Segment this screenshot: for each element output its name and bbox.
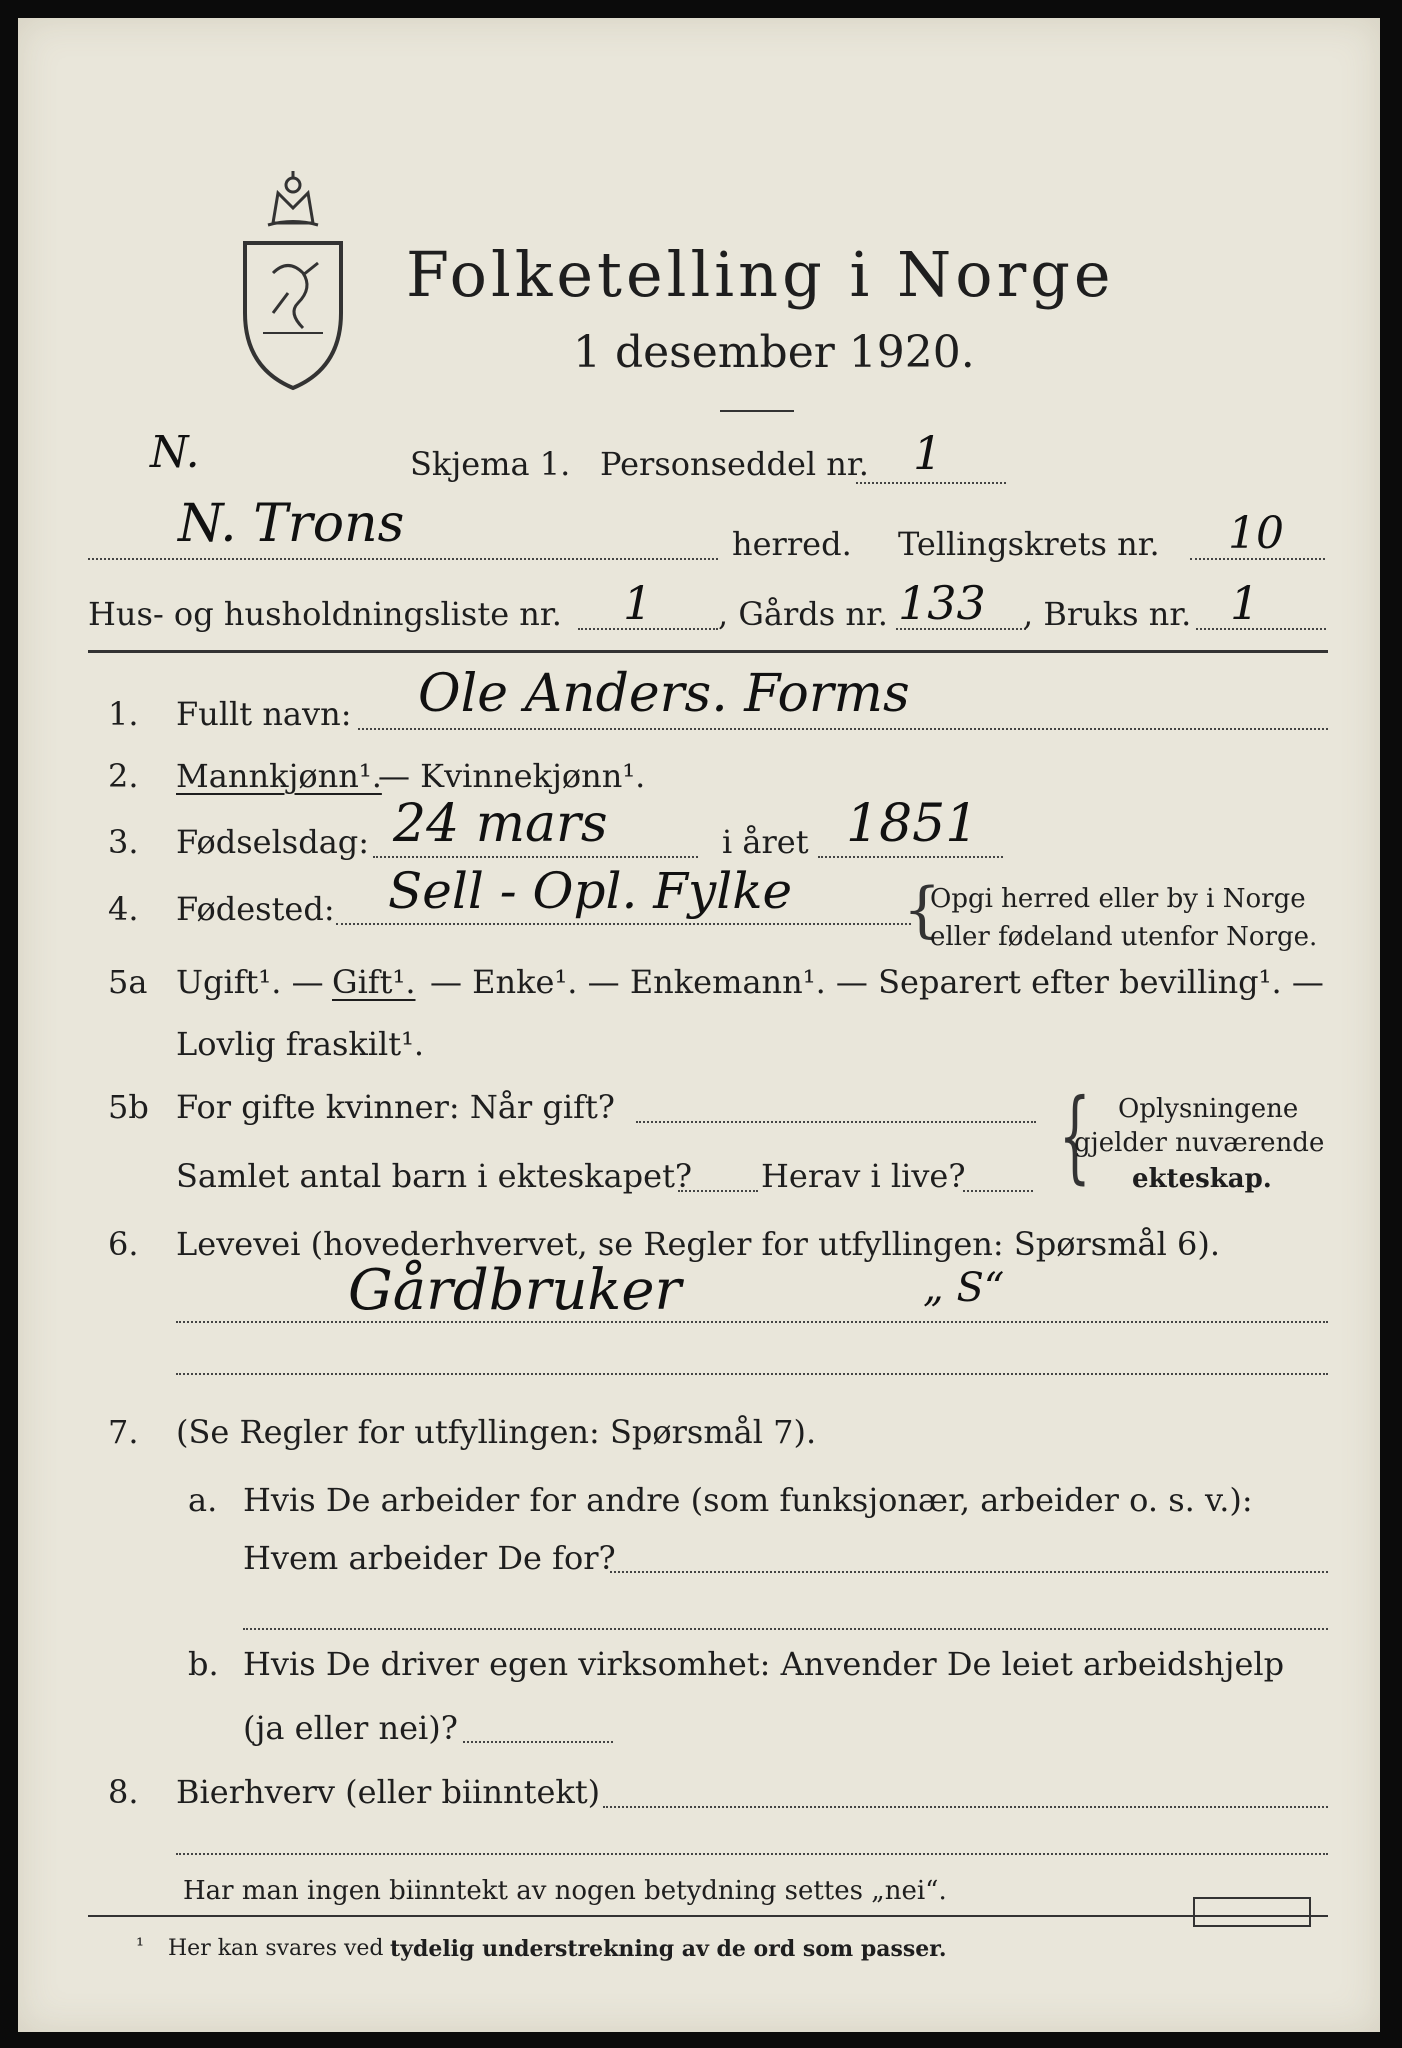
- hus-label: Hus- og husholdningsliste nr.: [88, 595, 562, 633]
- q7b-field-line: [463, 1741, 613, 1743]
- q5b-alive-field-line: [963, 1190, 1033, 1192]
- q8-number: 8.: [108, 1773, 139, 1811]
- tellingskrets-label: Tellingskrets nr.: [898, 525, 1160, 563]
- personseddel-value[interactable]: 1: [913, 426, 943, 480]
- footnote-text-b: tydelig understrekning av de ord som passer.: [390, 1936, 947, 1962]
- q8-field-line-2: [176, 1853, 1328, 1855]
- personseddel-label: Personseddel nr.: [600, 445, 869, 483]
- q5b-married-when-field-line: [636, 1121, 1036, 1123]
- footnote-marker: ¹: [136, 1933, 145, 1957]
- census-form-page: [18, 18, 1380, 2032]
- q4-birthplace-value[interactable]: Sell - Opl. Fylke: [388, 862, 793, 920]
- q3-year-field-line: [818, 856, 1003, 858]
- q4-note-brace: {: [903, 875, 942, 945]
- skjema-label: Skjema 1.: [410, 445, 571, 483]
- q5a-number: 5a: [108, 963, 148, 1001]
- q7a-line2: Hvem arbeider De for?: [243, 1539, 616, 1577]
- q3-year-label: i året: [722, 823, 809, 861]
- q5a-other-options[interactable]: — Enke¹. — Enkemann¹. — Separert efter bevilling¹. —: [430, 963, 1324, 1001]
- gards-value[interactable]: 133: [898, 576, 986, 630]
- q5b-children-field-line: [678, 1190, 758, 1192]
- footnote-text-a: Her kan svares ved: [168, 1936, 384, 1961]
- q4-label: Fødested:: [176, 890, 335, 928]
- q7a-line1: Hvis De arbeider for andre (som funksjonær, arbeider o. s. v.):: [243, 1481, 1253, 1519]
- q7-number: 7.: [108, 1413, 139, 1451]
- q7b-line1: Hvis De driver egen virksomhet: Anvender De leiet arbeidshjelp: [243, 1645, 1285, 1683]
- q6-number: 6.: [108, 1225, 139, 1263]
- q5b-note-line3: ekteskap.: [1132, 1164, 1272, 1194]
- q5a-fraskilt-option[interactable]: Lovlig fraskilt¹.: [176, 1025, 425, 1063]
- bruks-value[interactable]: 1: [1230, 576, 1260, 630]
- q5b-note-brace: {: [1058, 1077, 1091, 1194]
- q2-number: 2.: [108, 757, 139, 795]
- bruks-label: , Bruks nr.: [1023, 595, 1192, 633]
- herred-label: herred.: [732, 525, 852, 563]
- q4-number: 4.: [108, 890, 139, 928]
- q5a-ugift-option[interactable]: Ugift¹. —: [176, 963, 324, 1001]
- q8-label: Bierhverv (eller biinntekt): [176, 1773, 601, 1811]
- q7-label: (Se Regler for utfyllingen: Spørsmål 7).: [176, 1413, 817, 1451]
- q4-field-line: [336, 923, 911, 925]
- hus-value[interactable]: 1: [623, 576, 653, 630]
- q6-label: Levevei (hovederhvervet, se Regler for utfyllingen: Spørsmål 6).: [176, 1225, 1221, 1263]
- q1-full-name-value[interactable]: Ole Anders. Forms: [418, 664, 910, 724]
- q8-field-line-1: [603, 1806, 1328, 1808]
- q5b-married-when-label: For gifte kvinner: Når gift?: [176, 1088, 615, 1126]
- q5b-note-line2: gjelder nuværende: [1074, 1128, 1325, 1158]
- q7a-field-line-2: [243, 1628, 1328, 1630]
- q2-female-option[interactable]: — Kvinnekjønn¹.: [378, 757, 646, 795]
- gards-label: , Gårds nr.: [718, 595, 888, 633]
- q1-label: Fullt navn:: [176, 695, 352, 733]
- printer-stamp-icon: [1193, 1897, 1311, 1927]
- q7a-letter: a.: [188, 1481, 218, 1519]
- q3-birth-date-value[interactable]: 24 mars: [393, 794, 608, 854]
- personseddel-field-line: [856, 482, 1006, 484]
- norway-coat-of-arms-icon: [233, 163, 353, 393]
- q7b-line2: (ja eller nei)?: [243, 1709, 458, 1747]
- form-title: Folketelling i Norge: [406, 238, 1115, 311]
- q4-note-line2: eller fødeland utenfor Norge.: [930, 922, 1318, 952]
- q7b-letter: b.: [188, 1645, 219, 1683]
- q1-field-line: [358, 728, 1328, 730]
- q5b-note-line1: Oplysningene: [1118, 1094, 1299, 1124]
- footer-note: Har man ingen biinntekt av nogen betydning settes „nei“.: [183, 1876, 947, 1906]
- q5a-gift-option[interactable]: Gift¹.: [332, 963, 416, 1001]
- header-separator: [88, 650, 1328, 653]
- q6-occupation-extra: „ S“: [923, 1265, 1005, 1311]
- q6-field-line-2: [176, 1373, 1328, 1375]
- tellingskrets-value[interactable]: 10: [1228, 508, 1284, 559]
- q4-note-line1: Opgi herred eller by i Norge: [930, 884, 1306, 914]
- q5b-children-label: Samlet antal barn i ekteskapet?: [176, 1157, 693, 1195]
- herred-field-line: [88, 558, 718, 560]
- q5b-number: 5b: [108, 1088, 149, 1126]
- q7a-field-line-1: [610, 1571, 1328, 1573]
- q3-day-field-line: [373, 856, 698, 858]
- q2-male-option[interactable]: Mannkjønn¹.: [176, 757, 382, 795]
- q5b-alive-label: Herav i live?: [761, 1157, 966, 1195]
- q1-number: 1.: [108, 695, 139, 733]
- q3-number: 3.: [108, 823, 139, 861]
- bruks-field-line: [1196, 628, 1326, 630]
- q3-birth-year-value[interactable]: 1851: [846, 794, 979, 854]
- title-divider: [720, 410, 794, 412]
- skjema-prefix-handwriting: N.: [150, 427, 200, 478]
- herred-value[interactable]: N. Trons: [178, 494, 405, 554]
- footer-separator: [88, 1915, 1328, 1917]
- form-date: 1 desember 1920.: [573, 327, 975, 378]
- q6-occupation-value[interactable]: Gårdbruker: [348, 1258, 682, 1323]
- q3-label: Fødselsdag:: [176, 823, 370, 861]
